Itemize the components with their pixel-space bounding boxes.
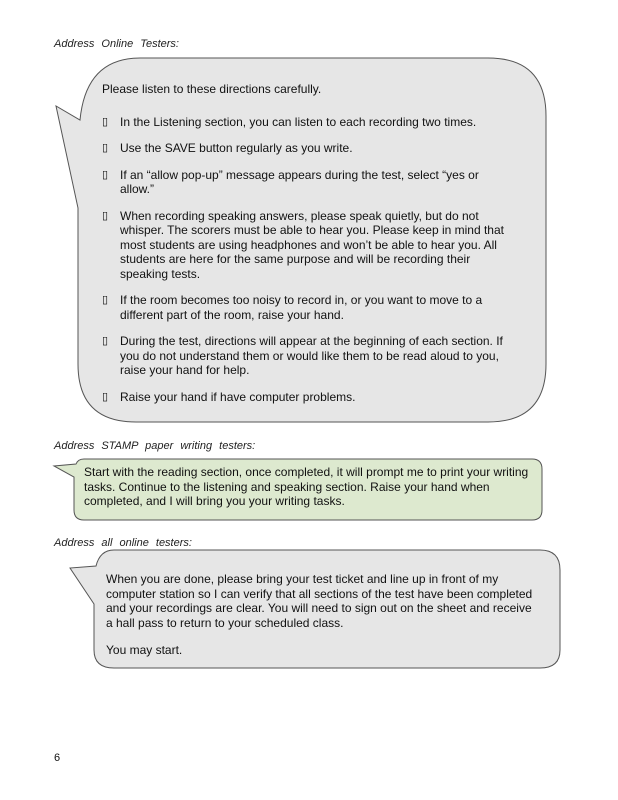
section-heading-online-testers: Address Online Testers:	[54, 38, 179, 50]
bullet-icon: ▯	[102, 168, 109, 181]
list-item	[102, 390, 514, 405]
list-item-text: If an “allow pop-up” message appears during the test, select “yes or allow.”	[120, 167, 479, 196]
list-item	[102, 334, 514, 378]
closing-paragraph: You may start.	[106, 643, 183, 657]
bullet-icon: ▯	[102, 115, 109, 128]
list-item	[102, 168, 514, 197]
bullet-icon: ▯	[102, 335, 109, 347]
bullet-icon: ▯	[102, 294, 109, 306]
directions-intro: Please listen to these directions carefully.	[102, 82, 322, 96]
list-item	[102, 115, 514, 130]
list-item	[102, 209, 514, 282]
section-heading-all-testers: Address all online testers:	[54, 537, 192, 549]
list-item-text: Raise your hand if have computer problems.	[120, 389, 356, 404]
closing-paragraph: When you are done, please bring your test ticket and line up in front of my computer station so I can verify that all sections of the test have been completed and your recordings are clear. You will need to sign out on the sheet and receive a hall pass to return to your scheduled class.	[106, 572, 533, 630]
list-item-text: During the test, directions will appear at the beginning of each section. If you do not understand them or would like them to be read aloud to you, raise your hand for help.	[120, 334, 503, 377]
closing-bubble	[106, 572, 536, 671]
page-number: 6	[54, 752, 61, 764]
directions-list	[102, 115, 514, 405]
bullet-icon: ▯	[102, 209, 109, 222]
stamp-instructions: Start with the reading section, once completed, it will prompt me to print your writing tasks. Continue to the listening and speaking section. Raise your hand when completed, and I will bring you your writing tasks.	[84, 465, 529, 508]
list-item	[102, 141, 514, 156]
bullet-icon: ▯	[102, 142, 109, 154]
list-item-text: Use the SAVE button regularly as you write.	[120, 141, 353, 155]
bullet-icon: ▯	[102, 390, 109, 403]
list-item-text: In the Listening section, you can listen to each recording two times.	[120, 114, 477, 129]
section-heading-stamp-testers: Address STAMP paper writing testers:	[54, 440, 256, 452]
directions-bubble	[102, 82, 514, 416]
list-item-text: If the room becomes too noisy to record in, or you want to move to a different part of the room, raise your hand.	[120, 293, 483, 322]
list-item-text: When recording speaking answers, please speak quietly, but do not whisper. The scorers must be able to hear you. Please keep in mind that most students are using headphones and won’t be able to hear you. All students are here for the same purpose and will be recording their speaking tests.	[120, 208, 504, 281]
list-item	[102, 293, 514, 322]
